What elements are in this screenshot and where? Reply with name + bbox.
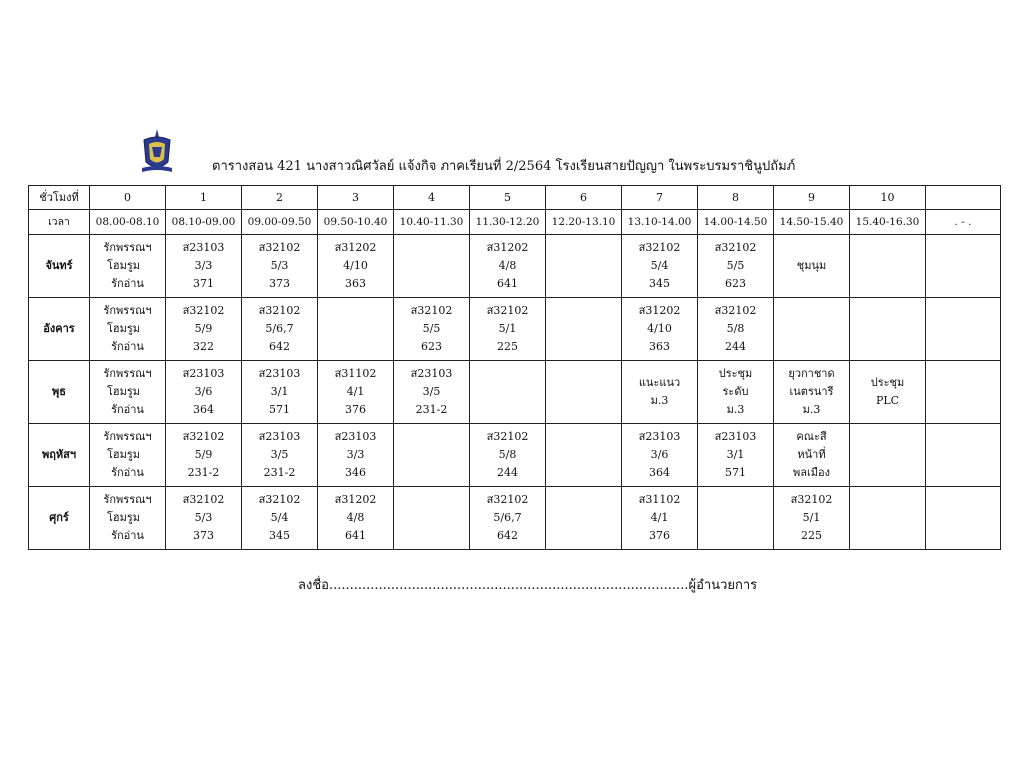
schedule-cell bbox=[90, 487, 166, 550]
class-info-line: ม.3 bbox=[802, 403, 821, 416]
schedule-cell bbox=[318, 361, 394, 424]
timetable bbox=[28, 185, 1001, 550]
class-info-line: 3/5 bbox=[422, 385, 441, 398]
period-number-10: 10 bbox=[850, 186, 926, 210]
school-emblem-icon bbox=[140, 128, 174, 174]
class-info-line: ส32102 bbox=[486, 430, 529, 443]
period-number-5: 5 bbox=[470, 186, 546, 210]
class-info-line: 244 bbox=[725, 340, 746, 353]
class-info-line: 642 bbox=[269, 340, 290, 353]
schedule-cell bbox=[850, 298, 926, 361]
class-info-line: 364 bbox=[649, 466, 670, 479]
activity-label: โฮมรูม bbox=[106, 259, 141, 272]
class-info-line: 346 bbox=[345, 466, 366, 479]
class-info-line: ส32102 bbox=[258, 304, 301, 317]
schedule-cell bbox=[470, 298, 546, 361]
class-info-line: ส31202 bbox=[334, 493, 377, 506]
class-info-line: 641 bbox=[345, 529, 366, 542]
class-info-line: ส32102 bbox=[182, 430, 225, 443]
class-info-line: ส23103 bbox=[182, 367, 225, 380]
class-info-line: 345 bbox=[649, 277, 670, 290]
activity-label: โฮมรูม bbox=[106, 448, 141, 461]
class-info-line: ส32102 bbox=[486, 493, 529, 506]
schedule-cell bbox=[394, 298, 470, 361]
activity-label: โฮมรูม bbox=[106, 322, 141, 335]
time-slot-1: 08.10-09.00 bbox=[166, 210, 242, 235]
activity-label: รักอ่าน bbox=[111, 466, 144, 479]
class-info-line: 4/10 bbox=[343, 259, 368, 272]
class-info-line: 5/1 bbox=[498, 322, 517, 335]
class-info-line: 5/6,7 bbox=[493, 511, 522, 524]
class-info-line: PLC bbox=[875, 394, 900, 407]
schedule-cell bbox=[622, 487, 698, 550]
class-info-line: 623 bbox=[421, 340, 442, 353]
activity-label: รักอ่าน bbox=[111, 403, 144, 416]
class-info-line: ส32102 bbox=[258, 493, 301, 506]
class-info-line: ส31202 bbox=[638, 304, 681, 317]
activity-label: รักพรรณฯ bbox=[103, 493, 152, 506]
class-info-line: ม.3 bbox=[650, 394, 669, 407]
class-info-line: 5/6,7 bbox=[265, 322, 294, 335]
class-info-line: ส31202 bbox=[334, 241, 377, 254]
time-slot-10: 15.40-16.30 bbox=[850, 210, 926, 235]
class-info-line: 3/1 bbox=[270, 385, 289, 398]
schedule-cell bbox=[850, 361, 926, 424]
class-info-line: ส23103 bbox=[410, 367, 453, 380]
class-info-line: ส32102 bbox=[714, 304, 757, 317]
schedule-cell bbox=[470, 235, 546, 298]
page-header bbox=[140, 128, 960, 176]
class-info-line: ม.3 bbox=[726, 403, 745, 416]
class-info-line: ส23103 bbox=[182, 241, 225, 254]
schedule-cell bbox=[470, 424, 546, 487]
schedule-cell bbox=[470, 487, 546, 550]
class-info-line: 231-2 bbox=[187, 466, 220, 479]
class-info-line: ส31102 bbox=[334, 367, 377, 380]
schedule-cell bbox=[698, 424, 774, 487]
schedule-cell bbox=[850, 424, 926, 487]
time-slot-9: 14.50-15.40 bbox=[774, 210, 850, 235]
time-row bbox=[29, 210, 1001, 235]
class-info-line: 5/8 bbox=[726, 322, 745, 335]
schedule-cell bbox=[166, 424, 242, 487]
schedule-cell bbox=[546, 424, 622, 487]
class-info-line: 231-2 bbox=[415, 403, 448, 416]
activity-label: รักอ่าน bbox=[111, 340, 144, 353]
schedule-cell bbox=[470, 361, 546, 424]
schedule-cell bbox=[166, 487, 242, 550]
class-info-line: 3/1 bbox=[726, 448, 745, 461]
class-info-line: พลเมือง bbox=[793, 466, 830, 479]
activity-label: โฮมรูม bbox=[106, 511, 141, 524]
day-name: อังคาร bbox=[29, 298, 90, 361]
schedule-cell bbox=[394, 361, 470, 424]
schedule-cell bbox=[698, 235, 774, 298]
class-info-line: ประชุม bbox=[718, 367, 753, 380]
schedule-cell bbox=[774, 424, 850, 487]
schedule-cell bbox=[774, 487, 850, 550]
schedule-cell bbox=[90, 424, 166, 487]
schedule-cell bbox=[926, 487, 1001, 550]
period-number-1: 1 bbox=[166, 186, 242, 210]
class-info-line: 345 bbox=[269, 529, 290, 542]
class-info-line: 231-2 bbox=[263, 466, 296, 479]
day-name: พฤหัสฯ bbox=[29, 424, 90, 487]
signature-line: ลงชื่อ.......................................................................................ผู้อำนวยการ bbox=[298, 578, 758, 593]
activity-label: รักอ่าน bbox=[111, 529, 144, 542]
class-info-line: 373 bbox=[269, 277, 290, 290]
class-info-line: 5/4 bbox=[650, 259, 669, 272]
class-info-line: ส32102 bbox=[486, 304, 529, 317]
time-slot-5: 11.30-12.20 bbox=[470, 210, 546, 235]
schedule-cell bbox=[166, 235, 242, 298]
time-slot-7: 13.10-14.00 bbox=[622, 210, 698, 235]
class-info-line: 225 bbox=[801, 529, 822, 542]
schedule-cell bbox=[318, 487, 394, 550]
schedule-cell bbox=[546, 361, 622, 424]
period-number-8: 8 bbox=[698, 186, 774, 210]
schedule-cell bbox=[394, 235, 470, 298]
class-info-line: 4/8 bbox=[346, 511, 365, 524]
period-number-3: 3 bbox=[318, 186, 394, 210]
activity-label: รักพรรณฯ bbox=[103, 430, 152, 443]
schedule-cell bbox=[926, 424, 1001, 487]
class-info-line: 4/8 bbox=[498, 259, 517, 272]
hour-label: ชั่วโมงที่ bbox=[29, 186, 90, 210]
class-info-line: 371 bbox=[193, 277, 214, 290]
period-header-row bbox=[29, 186, 1001, 210]
time-slot-2: 09.00-09.50 bbox=[242, 210, 318, 235]
schedule-cell bbox=[242, 361, 318, 424]
class-info-line: 244 bbox=[497, 466, 518, 479]
schedule-cell bbox=[394, 424, 470, 487]
class-info-line: 363 bbox=[649, 340, 670, 353]
class-info-line: ส32102 bbox=[410, 304, 453, 317]
class-info-line: 5/8 bbox=[498, 448, 517, 461]
schedule-cell bbox=[774, 298, 850, 361]
period-number-11 bbox=[926, 186, 1001, 210]
activity-label: รักพรรณฯ bbox=[103, 241, 152, 254]
period-number-9: 9 bbox=[774, 186, 850, 210]
class-info-line: 571 bbox=[725, 466, 746, 479]
schedule-cell bbox=[926, 235, 1001, 298]
class-info-line: ส32102 bbox=[182, 304, 225, 317]
schedule-cell bbox=[698, 361, 774, 424]
class-info-line: 5/4 bbox=[270, 511, 289, 524]
class-info-line: ส32102 bbox=[790, 493, 833, 506]
class-info-line: 376 bbox=[649, 529, 670, 542]
period-number-0: 0 bbox=[90, 186, 166, 210]
schedule-cell bbox=[850, 235, 926, 298]
class-info-line: 322 bbox=[193, 340, 214, 353]
schedule-cell bbox=[394, 487, 470, 550]
time-slot-0: 08.00-08.10 bbox=[90, 210, 166, 235]
class-info-line: ส32102 bbox=[638, 241, 681, 254]
activity-label: รักพรรณฯ bbox=[103, 304, 152, 317]
activity-label: โฮมรูม bbox=[106, 385, 141, 398]
schedule-cell bbox=[318, 424, 394, 487]
period-number-2: 2 bbox=[242, 186, 318, 210]
schedule-cell bbox=[622, 235, 698, 298]
class-info-line: ประชุม bbox=[870, 376, 905, 389]
class-info-line: 641 bbox=[497, 277, 518, 290]
schedule-cell bbox=[698, 487, 774, 550]
day-row bbox=[29, 298, 1001, 361]
class-info-line: ส31202 bbox=[486, 241, 529, 254]
day-row bbox=[29, 424, 1001, 487]
activity-label: รักอ่าน bbox=[111, 277, 144, 290]
schedule-cell bbox=[546, 298, 622, 361]
class-info-line: 3/6 bbox=[194, 385, 213, 398]
class-info-line: 5/5 bbox=[422, 322, 441, 335]
schedule-cell bbox=[850, 487, 926, 550]
class-info-line: ส23103 bbox=[258, 367, 301, 380]
class-info-line: เนตรนารี bbox=[789, 385, 834, 398]
day-row bbox=[29, 487, 1001, 550]
class-info-line: ส23103 bbox=[258, 430, 301, 443]
class-info-line: 3/3 bbox=[194, 259, 213, 272]
day-row bbox=[29, 235, 1001, 298]
class-info-line: ส32102 bbox=[714, 241, 757, 254]
class-info-line: 225 bbox=[497, 340, 518, 353]
schedule-cell bbox=[318, 235, 394, 298]
period-number-7: 7 bbox=[622, 186, 698, 210]
class-info-line: 5/1 bbox=[802, 511, 821, 524]
class-info-line: 642 bbox=[497, 529, 518, 542]
schedule-cell bbox=[546, 487, 622, 550]
class-info-line: 4/1 bbox=[650, 511, 669, 524]
time-slot-6: 12.20-13.10 bbox=[546, 210, 622, 235]
class-info-line: 3/6 bbox=[650, 448, 669, 461]
time-slot-3: 09.50-10.40 bbox=[318, 210, 394, 235]
schedule-cell bbox=[90, 361, 166, 424]
class-info-line: 4/10 bbox=[647, 322, 672, 335]
time-slot-11: . - . bbox=[926, 210, 1001, 235]
schedule-cell bbox=[90, 235, 166, 298]
schedule-cell bbox=[242, 298, 318, 361]
schedule-cell bbox=[90, 298, 166, 361]
class-info-line: ระดับ bbox=[722, 385, 749, 398]
class-info-line: 5/9 bbox=[194, 322, 213, 335]
schedule-cell bbox=[166, 298, 242, 361]
schedule-cell bbox=[242, 424, 318, 487]
time-label: เวลา bbox=[29, 210, 90, 235]
day-row bbox=[29, 361, 1001, 424]
day-name: ศุกร์ bbox=[29, 487, 90, 550]
schedule-cell bbox=[698, 298, 774, 361]
class-info-line: ส23103 bbox=[714, 430, 757, 443]
class-info-line: 4/1 bbox=[346, 385, 365, 398]
class-info-line: ส23103 bbox=[638, 430, 681, 443]
schedule-cell bbox=[926, 361, 1001, 424]
class-info-line: ยุวกาชาด bbox=[788, 367, 835, 380]
day-name: พุธ bbox=[29, 361, 90, 424]
schedule-cell bbox=[318, 298, 394, 361]
class-info-line: 363 bbox=[345, 277, 366, 290]
class-info-line: หน้าที่ bbox=[797, 448, 826, 461]
schedule-cell bbox=[774, 235, 850, 298]
class-info-line: ส32102 bbox=[258, 241, 301, 254]
class-info-line: แนะแนว bbox=[638, 376, 681, 389]
schedule-cell bbox=[622, 361, 698, 424]
class-info-line: 5/5 bbox=[726, 259, 745, 272]
class-info-line: 5/3 bbox=[270, 259, 289, 272]
schedule-cell bbox=[622, 298, 698, 361]
period-number-4: 4 bbox=[394, 186, 470, 210]
time-slot-4: 10.40-11.30 bbox=[394, 210, 470, 235]
class-info-line: ส31102 bbox=[638, 493, 681, 506]
day-name: จันทร์ bbox=[29, 235, 90, 298]
class-info-line: 3/3 bbox=[346, 448, 365, 461]
class-info-line: 364 bbox=[193, 403, 214, 416]
class-info-line: ส23103 bbox=[334, 430, 377, 443]
class-info-line: 373 bbox=[193, 529, 214, 542]
schedule-cell bbox=[774, 361, 850, 424]
class-info-line: 5/3 bbox=[194, 511, 213, 524]
class-info-line: 376 bbox=[345, 403, 366, 416]
class-info-line: คณะสี bbox=[796, 430, 827, 443]
period-number-6: 6 bbox=[546, 186, 622, 210]
schedule-cell bbox=[242, 487, 318, 550]
class-info-line: 3/5 bbox=[270, 448, 289, 461]
class-info-line: 623 bbox=[725, 277, 746, 290]
schedule-cell bbox=[166, 361, 242, 424]
schedule-cell bbox=[546, 235, 622, 298]
page-title: ตารางสอน 421 นางสาวณิศวัลย์ แจ้งกิจ ภาคเรียนที่ 2/2564 โรงเรียนสายปัญญา ในพระบรมราชินูปถัมภ์ bbox=[212, 159, 796, 174]
class-info-line: 5/9 bbox=[194, 448, 213, 461]
class-info-line: ชุมนุม bbox=[796, 259, 827, 272]
schedule-cell bbox=[926, 298, 1001, 361]
class-info-line: 571 bbox=[269, 403, 290, 416]
schedule-cell bbox=[242, 235, 318, 298]
class-info-line: ส32102 bbox=[182, 493, 225, 506]
activity-label: รักพรรณฯ bbox=[103, 367, 152, 380]
time-slot-8: 14.00-14.50 bbox=[698, 210, 774, 235]
schedule-cell bbox=[622, 424, 698, 487]
